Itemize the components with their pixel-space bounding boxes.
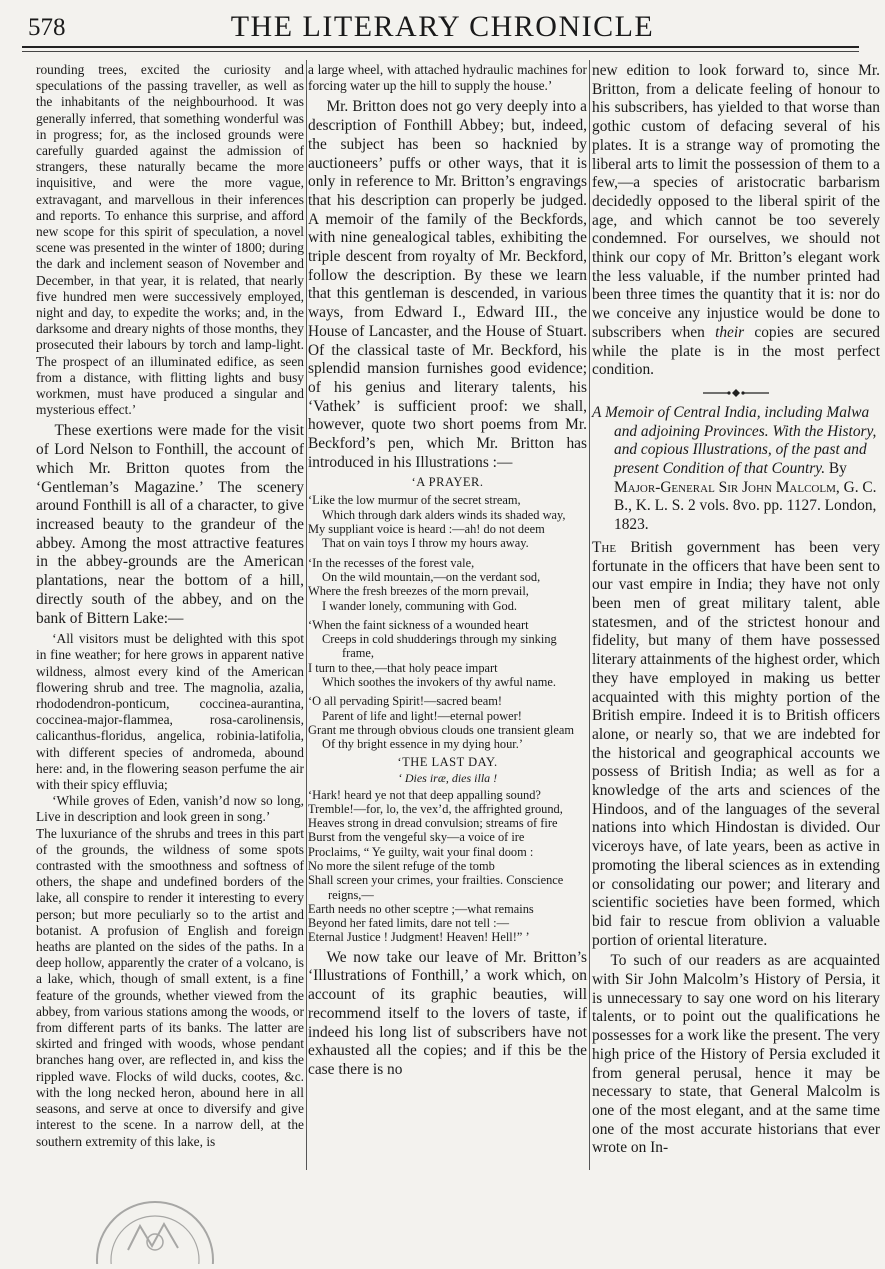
paragraph: These exertions were made for the visit of Lord Nelson to Fonthill, the account of which Mr. Britton quotes from the ‘Gentleman’s Magazine.’ The scenery around Fonthill is all of a character, to give increased beauty to the grandeur of the abbey. Among the most attractive features in the abbey-grounds are the American plantations, near the bottom of a hill, directly south of the abbey, and on the bank of Bittern Lake:— (36, 422, 304, 627)
poem-line: ‘Hark! heard ye not that deep appalling sound? (308, 787, 541, 802)
poem-line: Of thy bright essence in my dying hour.’ (322, 737, 523, 752)
review-author: Major-General Sir John Malcolm, (614, 478, 840, 496)
column-3 (592, 62, 880, 1158)
page-number: 578 (28, 14, 66, 41)
poem-title: ‘THE LAST DAY. (397, 754, 498, 769)
poem-line: Earth needs no other sceptre ;—what remains (308, 901, 534, 916)
poem-line: ‘When the faint sickness of a wounded heart (308, 617, 529, 632)
poem-line: I turn to thee,—that holy peace impart (308, 660, 498, 675)
poem-line: ‘In the recesses of the forest vale, (308, 555, 475, 570)
poem-line: Which through dark alders winds its shaded way, (322, 507, 566, 522)
paragraph: rounding trees, excited the curiosity and speculations of the passing traveller, as well as the inhabitants of the neighbourhood. It was generally inferred, that something wonderful was in progress; for, as the inclosed grounds were carefully guarded against the admission of strangers, these naturally became the more inquisitive, and were the more vague, extravagant, and marvellous in their inferences and reports. To enhance this surprise, and afford new scope for this spirit of speculation, a novel scene was presented in the winter of 1800; during the dark and inclement season of November and December, in that year, it is related, that nearly five hundred men were successively employed, night and day, to expedite the works; and, in the darksome and dreary nights of those months, they prosecuted their labours by torch and lamp-light. The prospect of an illuminated edifice, as seen from a distance, with flitting lights and busy workmen, must have produced a singular and mysterious effect.’ (36, 62, 304, 418)
review-heading: A Memoir of Central India, including Malwa and adjoining Provinces. With the History, and copious Illustrations, of the past and present Condition of that Country. By Major-General Sir John Malcolm, G. C. B., K. L. S. 2 vols. 8vo. pp. 1127. London, 1823. (592, 403, 877, 534)
poem-line: ‘Like the low murmur of the secret stream, (308, 493, 521, 508)
header-rule-thick (22, 46, 859, 48)
poem-line: On the wild mountain,—on the verdant sod, (322, 569, 541, 584)
poem-line: No more the silent refuge of the tomb (308, 859, 495, 873)
poem-line: ‘O all pervading Spirit!—sacred beam! (308, 694, 503, 709)
paragraph: To such of our readers as are acquainted with Sir John Malcolm’s History of Persia, it is unnecessary to say one word on his literary talents, or to point out the qualifications he possesses for a work like the present. The very high price of the History of Persia excluded it from general perusal, hence it may be necessary to state, that General Malcolm is one of the most elegant, and at the same time one of the most accurate historians that ever wrote on In- (592, 952, 880, 1157)
poem-line: Eternal Justice ! Judgment! Heaven! Hell!” ’ (308, 930, 530, 945)
poem-line: Burst from the vengeful sky—a voice of ire (308, 830, 525, 845)
poem-line: My suppliant voice is heard :—ah! do not deem (308, 522, 545, 537)
poem-line: Creeps in cold shudderings through my sinking frame, (322, 632, 557, 661)
column-rule-right (589, 60, 590, 1170)
poem-line: Proclaims, “ Ye guilty, wait your final doom : (308, 844, 534, 859)
poem-line: Grant me through obvious clouds one transient gleam (308, 722, 574, 737)
library-stamp-icon (80, 1180, 230, 1264)
block-quote: ‘All visitors must be delighted with this spot in fine weather; for here grows in apparent native wildness, almost every kind of the American flowering shrub and tree. The magnolia, azalia, rhododendron-ponticum, coccinea-aurantina, coccinea-major-flammea, rosa-carolinensis, calicanthus-floridus, angelica, robinia-latifolia, with different species of andromeda, abound here: and, in the flowering season perfume the air with their spicy effluvia; (36, 631, 304, 793)
paragraph: The British government has been very fortunate in the officers that have been sent to our vast empire in India; they have not only been men of great military talent, able statesmen, and of the strictest honour and fidelity, but many of them have possessed literary attainments of the highest order, which they have employed in making us better acquainted with this mighty portion of the British empire. Indeed it is to British officers alone, or nearly so, that we are indebted for the historical and geographical accounts we possess of British India; as well as for a knowledge of the arts and sciences of the Hindoos, and of the languages of the several nations into which Hindostan is divided. Our viceroys have, of late years, been as active in promoting the liberal sciences as in extending or consolidating our power; and literary and scientific societies have been formed, which bid fair to rescue from oblivion a valuable portion of oriental literature. (592, 538, 880, 949)
poem-line: Beyond her fated limits, dare not tell :— (308, 916, 509, 931)
section-divider-ornament (592, 386, 880, 398)
column-1 (36, 62, 304, 1150)
paragraph: The luxuriance of the shrubs and trees in this part of the grounds, the wildness of some spots contrasted with the smoothness and softness of others, the shape and undefined borders of the lake, all conspire to render it interesting to every person; but more peculiarly so to the artist and botanist. A profusion of English and foreign heaths are planted on the sides of the paths. In a deep hollow, apparently the crater of a volcano, is a lake, which, though of small extent, is a fine feature of the grounds, whether viewed from the abbey, from various stations among the woods, or from different parts of its banks. The latter are skirted and fringed with woods, whose pendant branches hang over, are reflected in, and kiss the rippled wave. Flocks of wild ducks, cootes, &c. with the long necked heron, abound here in all seasons, and serve at once to diversify and give interest to the scene. In a narrow dell, at the southern extremity of this lake, is (36, 825, 304, 1149)
poem-line: Heaves strong in dread convulsion; streams of fire (308, 816, 558, 831)
paragraph: a large wheel, with attached hydraulic machines for forcing water up the hill to supply the house.’ (308, 62, 587, 94)
poem-subtitle: ‘ Dies iræ, dies illa ! (397, 770, 498, 785)
poem-line: I wander lonely, communing with God. (322, 598, 518, 613)
paragraph: Mr. Britton does not go very deeply into a description of Fonthill Abbey; but, indeed, the subject has been so hacknied by auctioneers’ puffs or other ways, that it is only in reference to Mr. Britton’s engravings that his description can properly be judged. A memoir of the family of the Beckfords, with nine genealogical tables, exhibiting the triple descent from royalty of Mr. Beckford, follow the description. By these we learn that this gentleman is descended, in various ways, from Edward I., Edward III., the House of Lancaster, and the House of Stuart. Of the classical taste of Mr. Beckford, his splendid mansion furnishes good evidence; of his genius and literary talents, his ‘Vathek’ is sufficient proof: we shall, however, quote two short poems from Mr. Beckford’s pen, which Mr. Britton has introduced in his Illustrations :— (308, 98, 587, 471)
paragraph: We now take our leave of Mr. Britton’s ‘Illustrations of Fonthill,’ a work which, on account of its graphic beauties, will recommend itself to the lovers of taste, if indeed his long list of subscribers have not exhausted all the copies; and if this be the case there is no (308, 948, 587, 1078)
poem-last-day (308, 788, 587, 945)
poem-line: Shall screen your crimes, your frailties. Conscience reigns,— (308, 873, 564, 902)
poem-line: That on vain toys I throw my hours away. (322, 536, 529, 551)
column-rule-left (306, 60, 307, 1170)
poem-line: Where the fresh breezes of the morn prevail, (308, 584, 529, 599)
poem-line: Tremble!—for, lo, the vex’d, the affrighted ground, (308, 801, 563, 816)
poem-prayer (308, 493, 587, 751)
emphasis: their (715, 323, 745, 341)
poem-line: Parent of life and light!—eternal power! (322, 708, 522, 723)
header-rule-thin (22, 51, 859, 52)
verse-quote: ‘While groves of Eden, vanish’d now so long, Live in description and look green in song.’ (36, 793, 304, 825)
paragraph: new edition to look forward to, since Mr. Britton, from a delicate feeling of honour to his subscribers, has yielded to that worse than gothic custom of defacing several of his plates. It is a strange way of promoting the liberal arts to limit the possession of them to a few,—a species of aristocratic barbarism decidedly opposed to the liberal spirit of the age, and which cannot be too severely condemned. For ourselves, we should not think our copy of Mr. Britton’s elegant work the less valuable, if the number printed had been three times the quantity that it is: nor do we conceive any injustice would be done to subscribers when their copies are secured while the plate is in the most perfect condition. (592, 62, 880, 379)
poem-line: Which soothes the invokers of thy awful name. (322, 675, 556, 690)
page-header (0, 0, 885, 52)
poem-title: ‘A PRAYER. (411, 475, 484, 490)
column-2 (308, 62, 587, 1080)
running-title: THE LITERARY CHRONICLE (230, 10, 655, 43)
